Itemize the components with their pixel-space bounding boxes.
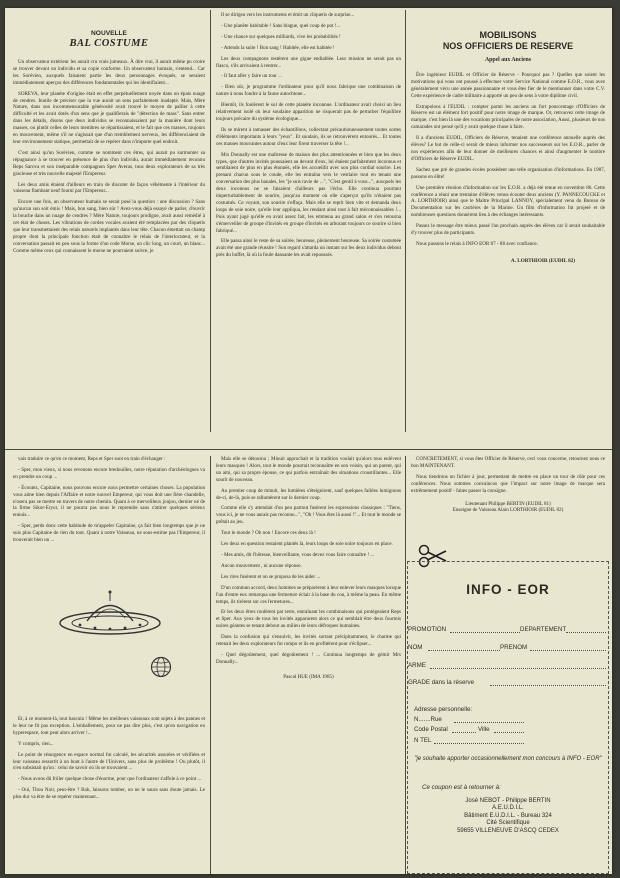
column-rule — [210, 456, 211, 874]
eor-call-to-action — [411, 456, 605, 556]
paragraph: vais traduire ce qu'en ce moment, Reps et Sper sont en train d'échanger : — [18, 456, 166, 462]
article-title: MOBILISONS — [479, 30, 537, 40]
paragraph: Les deux compagnons restèrent une gigue endiablée. Leur mission ne serait pas un fiasco, s'ils arrivaient à rentrer... — [216, 55, 401, 69]
ville-field[interactable] — [494, 732, 524, 733]
paragraph: - Quel dégoûtement, quel dégoûtement ! ... Continua longtemps de gémir Mrs Donnally... — [216, 651, 401, 665]
coupon-title: INFO - EOR — [466, 582, 550, 597]
paragraph: Mrs Donnally est une maîtresse de maison des plus attentionnées et bien que les deux types, que d'autres invités poussaient au devant d'eux, lui étaient parfaitement inconnus et semblaient de plus en plus étonnés, elle les accueillit avec son plus cordial sourire. Les prenant chacun sous le coude, elle les entraîna vers le vestiaire tout en tenant une conversation des plus banales, les "je suis ravie de ...", "C'est gentil à vous...", auxquels les deux inconnus ne se faisaient d'ailleurs pas l'écho. Elle continua pourtant imperturbablement de sourire, jusqu'au moment où elle s'aperçut qu'ils n'étaient pas costumés. Ce voyant, son sourire s'effaça. Mais elle se reprit bien vite et demanda deux loups de soie noire, qu'elle leur appliqua, les rendant ainsi tout à fait méconnaissables !... Puis ayant jugé qu'elle en avait assez fait, les emmena au grand salon et s'en retourna s'émerveiller de groupe d'invités en groupe d'invités en arborant toujours ce sourire si bien fabriqué... — [216, 151, 401, 234]
paragraph: Aucun mouvement , ni aucune réponse. — [221, 562, 302, 569]
paragraph: Un observateur extérieur les aurait cru vrais jumeaux. À dire vrai, il aurait même pu croire se trouver devant un individu et sa copie conforme. Un observateur humain, s'entend... Car les Sorévien, auxquels faisaient partie les deux personnages évoqués, se seraient immédiatement aperçus des différences fondamentales qui les identifiaient... — [13, 59, 205, 86]
signatory-2: Enseigne de Vaisseau Alain LORTHIOIR (EUDIL 82) — [452, 507, 564, 514]
field-rue-label: N.......Rue — [414, 716, 442, 723]
paragraph: Dans la confusion qui s'ensuivit, les invités sortant précipitamment, le charme qui retenait les deux explorateurs fut rompu et ils en profitèrent pour s'éclipser... — [216, 634, 401, 648]
prenom-field[interactable] — [530, 650, 606, 651]
paragraph: Y compris, rien... — [18, 740, 54, 747]
paragraph: Encore une fois, un observateur humain se serait posé la question : une discussion ? Sans qu'aucun son soit émis ! Mais, bon sang, bien sûr ! Avez-vous déjà essayé de parler, d'ouvrir la bouche dans un nuage de cendres ? Mère Nature, toujours prodigue, avait aussi remédié à cet état de choses. Les vibrations de cordes vocales avaient été remplacées par des cliquetis que leur transmettaient des relais naturels implantés dans leur tête. Chacun émettait un champ propre dont la principale fonction était de connaître le relais de l'interlocuteur, et la conversation passait en peu sous la forme d'un code Morse, un clic long, un court, un blanc... Comme même ceux qui connaissent le morse ne pourraient suivre, je — [13, 199, 205, 254]
paragraph: - Sper, perds donc cette habitude de m'appeler Capitaine, ça fait bien longtemps que je ne suis plus Capitaine de rien du tout. Quant à notre Vaisseau, ne sous-estime pas l'Empereur, il trouverait bien un ... — [13, 523, 205, 544]
author-signature: A. LORTHIOIR (EUDIL 82) — [510, 257, 575, 264]
address-line: Bâtiment E.U.D.I.L. - Bureau 324 — [464, 812, 552, 819]
article-ending — [216, 456, 401, 872]
article-title-line2: NOS OFFICIERS DE RESERVE — [442, 41, 574, 51]
article-bal-costume — [13, 30, 205, 446]
paragraph: Les deux en question restaient plantés là, leurs loups de soie noire toujours en place. — [221, 541, 393, 548]
signatory-1: Lieutenant Philippe BERTIN (EUDIL 81) — [465, 500, 551, 507]
article-continued-bottom-b — [13, 716, 205, 872]
paragraph: Nous tiendrons un fichier à jour, permettant de mettre en place un tour de rôle pour ces conférences. Nous sommes convaincus que l'impact sur notre image de marque sera extrêmement positif - faites passer la consigne. — [411, 473, 605, 494]
paragraph: Être ingénieur EUDIL et Officier de Réserve - Pourquoi pas ? Quelles que soient les motivations qui vous ont poussé à effectuer votre Service National comme E.O.R., vous avez généralement vécu une année passionnante et vous êtes fier de le mentionner dans votre C.V. Cette expérience de cadre militaire a apporté un peu de sens à votre diplôme civil. — [411, 71, 605, 99]
paragraph: - Une chance sur quelques milliards, vive les probabilités ! — [221, 33, 341, 40]
paragraph: - Écoutez, Capitaine, nous pouvons encore nous permettre certaines choses. La population vous aime bien depuis l'Affaire et notre nouvel Empereur, qui vous doit une fière chandelle, n'osera pas se mettre en travers de notre chemin. Quant à ce merveilleux joujou, dernier né de la firme Sikor-Eryor, il ne pourra pas nous le reprendre sans s'attirer quelques sérieux ennuis... — [13, 484, 205, 519]
paragraph: - Il faut aller y faire un tour ... — [221, 73, 282, 80]
newsletter-page — [5, 8, 612, 874]
article-continued — [216, 12, 401, 444]
paragraph: Il se dirigea vers les instruments et émit un cliquetis de surprise... — [221, 12, 355, 18]
return-label: Ce coupon est à retourner à: — [422, 784, 501, 791]
article-continued-bottom-a — [13, 456, 205, 581]
paragraph: - Oui, Titou Noir, peut-être ? Bah, laissons tomber, on ne le saura sans doute jamais. Le plus dur va être de se repérer maintenant... — [13, 787, 205, 801]
paragraph: - Sper, mon vieux, si nous revenons encore bredouilles, notre réputation d'archéologues va en prendre un coup ... — [13, 466, 205, 480]
code-postal-field[interactable] — [452, 732, 476, 733]
paragraph: Une première réunion d'information sur les E.O.R. a déjà été tenue en novembre 86. Cette conférence a réuni une trentaine d'élèves venus écouter deux anciens (Y. PANNECOUCKE et A. LORTHIOIR) ainsi que le Maître Principal LANNOY, spécialement venu du Bureau de Documentation sur les carrières de la Marine. Un film d'information fut projeté et de nombreuses questions donnèrent lieu à des échanges intéressants. — [411, 184, 605, 219]
paragraph: Mais elle se détourna ; Minuit approchait et la tradition voulait qu'alors tous enlèvent leurs masques ! Alors, tout le monde pourrait reconnaître en son voisin, qui un parent, qui un ami, qui sa propre épouse, ce qui parfois entraînait des situations croustillantes... Elle sourit de nouveau. — [216, 456, 401, 483]
field-ville-label: Ville — [478, 726, 490, 733]
paragraph: Passez le message être mieux passé l'an prochain auprès des élèves car il serait souhaitable d'y trouver plus de participants. — [411, 223, 605, 237]
globe-icon — [150, 656, 172, 678]
paragraph: - Nous avons dû frôler quelque chose d'énorme, pour que l'ordinateur s'affole à ce point ... — [18, 776, 202, 783]
paragraph: - Bien sûr, je programme l'ordinateur pour qu'il nous fabrique une combinaison de nature à nous fondre à la faune autochtone... — [216, 84, 401, 98]
tel-field[interactable] — [434, 743, 524, 744]
field-arme-label: ARME — [408, 662, 426, 669]
paragraph: Comme elle s'y attendait d'un peu partout fusèrent les expressions classiques : "Tiens, vous ici, je ne vous aurais pas reconnu...", "Oh ! Vous êtes là aussi !"... Et tout le monde se prêtait au jeu. — [216, 505, 401, 526]
spaceship-icon — [55, 588, 165, 643]
article-kicker: NOUVELLE — [91, 30, 127, 37]
field-tel-label: N TEL — [414, 737, 432, 744]
paragraph: D'un commun accord, deux hommes se préparèrent à leur enlever leurs masques lorsque l'un d'entre eux remarqua une fermeture éclair à la base du cou, à même la peau. En même temps, ils tirèrent sur ces fermetures... — [216, 584, 401, 605]
address-line: Cité Scientifique — [486, 820, 530, 827]
section-rule — [5, 449, 612, 450]
field-grade-label: GRADE dans la réserve — [408, 679, 475, 686]
paragraph: - Attends la suite ! Bon sang ! Habitée, elle est habitée ! — [221, 44, 335, 51]
address-line: A.E.U.D.I.L. — [492, 805, 524, 812]
article-officiers-reserve — [411, 30, 605, 444]
paragraph: Ils se mirent à ramasser des échantillons, collectant précautionneusement toutes sortes d'éléments importants à leurs "yeux". Et soudain, ils se retrouvèrent entourés... Et toutes ces masses mouvantes autour d'eux leur firent traverser la tête !... — [216, 126, 401, 147]
volunteer-statement: "je souhaite apporter occasionnellement mon concours à INFO - EOR" — [414, 756, 602, 762]
column-rule — [405, 10, 406, 432]
paragraph: Et les deux êtres roulèrent par terre, entraînant les combinaisons qui protégeaient Reps et Sper. Aux yeux de tous les invités apparurent alors ce qui semblait être deux fourmis noires géantes se tenant debout au milieu de leurs défroques humaines. — [216, 609, 401, 630]
rue-field[interactable] — [454, 722, 524, 723]
article-title: BAL COSTUME — [69, 38, 149, 49]
arme-field[interactable] — [430, 668, 606, 669]
paragraph: Extrapolons à l'EUDIL : compter parmi les anciens un fort pourcentage d'Officiers de Réserve est un élément fort positif pour notre image de marque. Or, retrouvez cette image de marque, c'est bien là une des vocations principales de notre association, Aussi, plusieurs de nos camarades ont pensé qu'il y avait quelque chose à faire. — [411, 103, 605, 131]
nom-field[interactable] — [428, 650, 500, 651]
paragraph: Les rires fusèrent et on se proposa de les aider ... — [221, 573, 321, 580]
field-promotion-label: PROMOTION — [408, 626, 447, 633]
grade-field[interactable] — [490, 685, 606, 686]
address-line: José NEBOT - Philippe BERTIN — [465, 798, 551, 804]
paragraph: C'est ainsi qu'un Sorévien, comme se nomment ces êtres, qui aurait pu surmonter sa répugnance à se trouver en présence de plus d'un individu, aurait immédiatement reconnu Reps Sarova et son inséparable compagnon Sper Averas, tous deux explorateurs de sa très gracieuse et très nouvelle majesté l'Empereur. — [13, 149, 205, 177]
paragraph: - Mes amis, dit l'hôtesse, bienveillante, vous devez vous faire connaître ! ... — [221, 551, 375, 558]
paragraph: Tout le monde ? Oh non ! Encore ces deux là ! — [221, 530, 316, 537]
paragraph: CONCRÈTEMENT, si vous êtes Officier de Réserve, ceci vous concerne, retournez nous ce bon MAINTENANT. — [411, 456, 605, 469]
field-nom-label: NOM — [408, 644, 423, 651]
column-rule — [405, 456, 406, 874]
paragraph: Et, à ce moment-là, tout bascula ! Même les meilleurs vaisseaux sont sujets à des pannes et le leur ne fit pas exception. L'emballement, pour ne pas dire plus, c'est qu'en navigation en hyperespace, tout peut alors arriver !... — [13, 716, 205, 736]
paragraph: Au premier coup de minuit, les lumières s'éteignirent, sauf quelques faibles lumignons de-ci, de-là, puis se rallumèrent sur le dernier coup. — [216, 487, 401, 501]
article-subtitle: Appel aux Anciens — [484, 57, 532, 63]
paragraph: Sachez que pré de grandes écoles possèdent une telle organisation d'informations. En 1987, passons en élite! — [411, 166, 605, 180]
column-rule — [210, 10, 211, 432]
author-signature: Pascal HUE (IMA 1985) — [283, 673, 334, 680]
paragraph: Elle passa ainsi le reste de sa soirée, heureuse, pleinement heureuse. Sa soirée costumée avait été une grande réussite ! Son regard s'attarda un instant sur les deux individus debout près du buffet, là où la foule dansante les avait repoussés. — [216, 238, 401, 259]
field-departement-label: DEPARTEMENT — [520, 626, 567, 633]
return-address — [408, 798, 608, 835]
paragraph: Bientôt, ils foulèrent le sol de cette planète inconnue. L'ordinateur avait choisi un lieu relativement isolé où leur soudaine apparition ne risquerait pas de perturber l'équilibre toujours précaire du système écologique... — [216, 102, 401, 122]
paragraph: Les deux amis étaient d'ailleurs en train de discuter de façon véhémente à l'intérieur du vaisseau flambant neuf fourni par l'Empereur... — [13, 181, 205, 195]
field-cp-label: Code Postal — [414, 726, 448, 733]
paragraph: - Une planète habitable ! Sans blague, quel coup de pot !... — [221, 22, 341, 29]
address-line: 59655 VILLENEUVE D'ASCQ CEDEX — [457, 827, 559, 834]
paragraph: SOREVA, leur planète d'origine était en effet perpétuellement noyée dans un épais nuage de cendres. Inutile de préciser que la vue aurait un sens parfaitement inadapté. Mais, Mère Nature, dans son incommensurable générosité avait trouvé le moyen de pallier à cette difficulté et les avait dotés d'un sens que je qualifierais de "détection de mass". Sans entrer dans les détails, disons que deux individus se reconnaissaient par la manière dont leurs masses, ou plutôt celles de leurs membres se répartissaient, et le fait que ces masses, toujours en mouvement, même s'il ne s'agissait que d'un tremblement nerveux, les différenciaient de leur environnement statique, permettait de se repérer dans n'importe quel endroit. — [13, 90, 205, 145]
paragraph: Nous passons le relais à INFO EOR 87 - 88 avec confiance. — [416, 240, 538, 247]
promotion-field[interactable] — [450, 632, 520, 633]
field-adresse-label: Adresse personnelle: — [414, 706, 473, 713]
departement-field[interactable] — [566, 632, 606, 633]
field-prenom-label: PRENOM — [500, 644, 528, 651]
paragraph: Il a d'anciens EUDIL, Officiers de Réserve, tenaient une conférence annuelle auprès des élèves? Le but de celle-ci serait de mieux informer nos successeurs sur les E.O.R., parler de nos expériences afin de leur donner de meilleures chances et ainsi d'augmenter le nombre d'Officiers de Réserve EUDIL. — [411, 135, 605, 162]
coupon-box — [407, 561, 609, 874]
paragraph: Le point de résurgence en espace normal fut calculé, les sécurités assurées et vérifiées et leur vaisseau ressortit à un bout à l'autre de l'Univers, sans plus de problème ! Ou plutôt, il n'en subsistait qu'un : celui de savoir où ils se trouvaient ... — [13, 751, 205, 772]
